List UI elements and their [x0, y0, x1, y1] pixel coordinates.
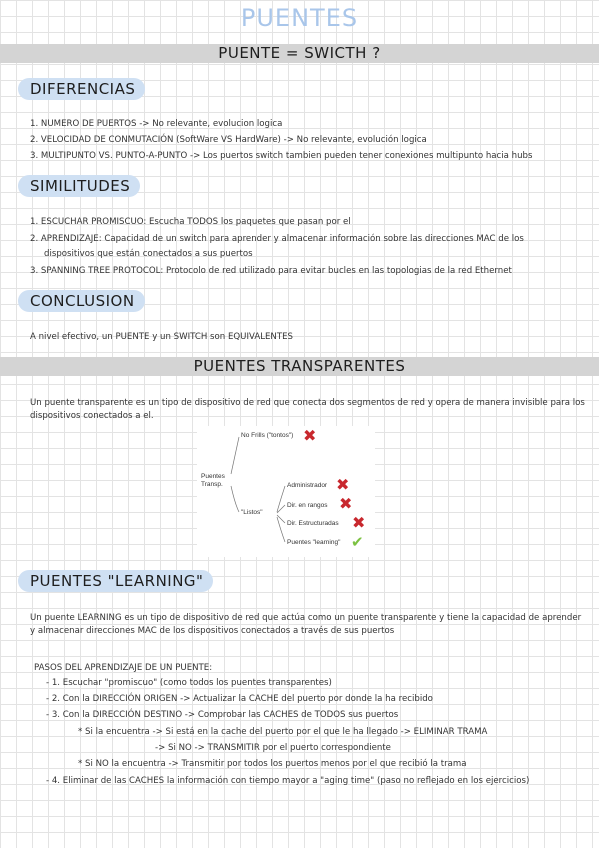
- puentes-learning-check-icon: ✔: [351, 533, 364, 551]
- steps-title: PASOS DEL APRENDIZAJE DE UN PUENTE:: [34, 663, 213, 673]
- similitudes-item-2-cont: dispositivos que están conectados a sus puertos: [44, 249, 253, 259]
- transparentes-text: Un puente transparente es un tipo de dispositivo de red que conecta dos segmentos de red y opera de manera invisible para los dispositivos conectados a el.: [30, 398, 585, 421]
- diferencias-item-3: 3. MULTIPUNTO VS. PUNTO-A-PUNTO -> Los puertos switch tambien pueden tener conexiones multipunto hacia hubs: [30, 151, 533, 161]
- puentes-diagram: [197, 426, 375, 557]
- label-conclusion: CONCLUSION: [18, 290, 145, 312]
- diagram-no-frills: No Frills ("tontos"): [241, 432, 294, 439]
- diagram-child-puentes-learning: Puentes "learning": [287, 539, 341, 546]
- learning-text: Un puente LEARNING es un tipo de dispositivo de red que actúa como un puente transparente y tiene la capacidad de aprender y almacenar direcciones MAC de los dispositivos conectados a través de sus puertos: [30, 613, 582, 636]
- diagram-listos: "Listos": [241, 509, 263, 516]
- label-puentes-learning: PUENTES "LEARNING": [18, 570, 213, 592]
- label-diferencias: DIFERENCIAS: [18, 78, 145, 100]
- page-title: PUENTES: [240, 4, 359, 32]
- section-header-puentes-transparentes: PUENTES TRANSPARENTES: [0, 357, 599, 376]
- section-header-puente-switch: PUENTE = SWICTH ?: [0, 44, 599, 63]
- diagram-root-label-1: Puentes: [201, 473, 225, 480]
- similitudes-item-3: 3. SPANNING TREE PROTOCOL: Protocolo de red utilizado para evitar bucles en las topologias de la red Ethernet: [30, 266, 512, 276]
- step-4: - 4. Eliminar de las CACHES la información con tiempo mayor a "aging time" (paso no reflejado en los ejercicios): [46, 776, 530, 786]
- diagram-root-label-2: Transp.: [201, 481, 223, 488]
- diferencias-item-1: 1. NUMERO DE PUERTOS -> No relevante, evolucion logica: [30, 119, 283, 129]
- step-3-found-else: -> Si NO -> TRANSMITIR por el puerto correspondiente: [155, 743, 391, 753]
- diagram-child-administrador: Administrador: [287, 482, 328, 489]
- step-3: - 3. Con la DIRECCIÓN DESTINO -> Comprobar las CACHES de TODOS sus puertos: [46, 710, 399, 720]
- no-frills-cross-icon: ✖: [303, 426, 317, 445]
- step-2: - 2. Con la DIRECCIÓN ORIGEN -> Actualizar la CACHE del puerto por donde la ha recibido: [46, 694, 433, 704]
- diagram-child-dir-rangos: Dir. en rangos: [287, 502, 328, 509]
- administrador-cross-icon: ✖: [336, 475, 350, 494]
- dir-estructuradas-cross-icon: ✖: [352, 513, 366, 532]
- conclusion-text: A nivel efectivo, un PUENTE y un SWITCH son EQUIVALENTES: [30, 332, 293, 342]
- step-3-not-found: * Si NO la encuentra -> Transmitir por todos los puertos menos por el que recibió la trama: [78, 759, 467, 769]
- diagram-child-dir-estructuradas: Dir. Estructuradas: [287, 520, 339, 527]
- similitudes-item-1: 1. ESCUCHAR PROMISCUO: Escucha TODOS los paquetes que pasan por el: [30, 217, 351, 227]
- label-similitudes: SIMILITUDES: [18, 175, 140, 197]
- diferencias-item-2: 2. VELOCIDAD DE CONMUTACIÓN (SoftWare VS HardWare) -> No relevante, evolución logica: [30, 135, 427, 145]
- dir-rangos-cross-icon: ✖: [339, 494, 353, 513]
- step-3-found: * Si la encuentra -> Si está en la cache del puerto por el que le ha llegado -> ELIMINAR TRAMA: [78, 727, 488, 737]
- step-1: - 1. Escuchar "promiscuo" (como todos los puentes transparentes): [46, 678, 332, 688]
- similitudes-item-2: 2. APRENDIZAJE: Capacidad de un switch para aprender y almacenar información sobre las direcciones MAC de los: [30, 234, 524, 244]
